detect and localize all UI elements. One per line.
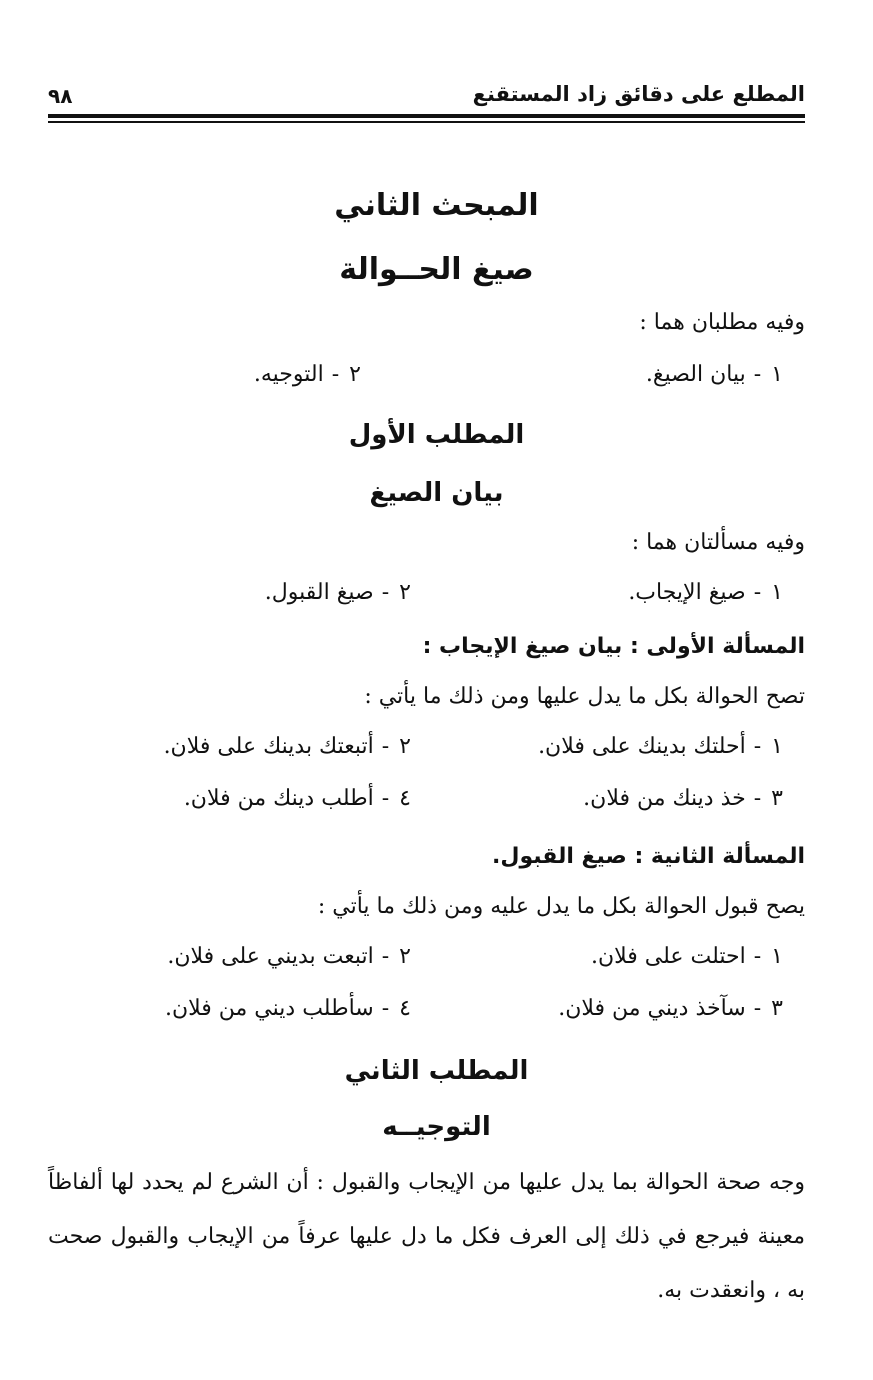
item-dash: - (381, 944, 390, 969)
list-item (165, 996, 411, 1021)
item-dash: - (753, 944, 762, 969)
item-dash: - (753, 786, 762, 811)
item-number: ١ (771, 580, 783, 605)
item-number: ١ (771, 734, 783, 759)
masala1-intro: تصح الحوالة بكل ما يدل عليها ومن ذلك ما يأتي : (364, 684, 805, 709)
list-item (538, 734, 783, 759)
section-title: المبحث الثاني (334, 188, 539, 223)
item-text: احتلت على فلان. (590, 944, 746, 969)
body-paragraph: وجه صحة الحوالة بما يدل عليها من الإيجاب والقبول : أن الشرع لم يحدد لها ألفاظاً معينة فيرجع في ذلك إلى العرف فكل ما دل عليها عرفاً من الإيجاب والقبول صحت به ، وانعقدت به. (48, 1170, 805, 1303)
item-dash: - (331, 362, 340, 387)
item-number: ٣ (771, 996, 783, 1021)
item-text: سأطلب ديني من فلان. (165, 996, 374, 1021)
item-number: ٢ (399, 734, 411, 759)
item-text: بيان الصيغ. (645, 362, 746, 387)
matlab2-title: المطلب الثاني (344, 1056, 529, 1086)
item-dash: - (381, 734, 390, 759)
matlab1-intro: وفيه مسألتان هما : (631, 530, 805, 555)
item-number: ٤ (399, 996, 411, 1021)
item-dash: - (753, 996, 762, 1021)
item-dash: - (753, 362, 762, 387)
list-item (265, 580, 411, 605)
list-item (558, 996, 783, 1021)
list-item (254, 362, 361, 387)
list-item (164, 734, 411, 759)
item-dash: - (381, 786, 390, 811)
item-text: أحلتك بدينك على فلان. (538, 734, 746, 759)
masala1-title: المسألة الأولى : بيان صيغ الإيجاب : (422, 634, 805, 659)
item-text: صيغ الإيجاب. (628, 580, 746, 605)
item-number: ١ (771, 362, 783, 387)
list-item (646, 362, 783, 387)
masala2-intro: يصح قبول الحوالة بكل ما يدل عليه ومن ذلك ما يأتي : (317, 894, 805, 919)
item-text: التوجيه. (253, 362, 324, 387)
list-item (628, 580, 783, 605)
matlab2-subtitle: التوجيــه (382, 1112, 491, 1142)
header-rule-thin (48, 121, 805, 123)
item-number: ١ (771, 944, 783, 969)
item-number: ٢ (349, 362, 361, 387)
list-item (583, 786, 783, 811)
section-intro: وفيه مطلبان هما : (639, 310, 805, 335)
page-number: ٩٨ (48, 84, 73, 108)
item-text: أطلب دينك من فلان. (183, 786, 374, 811)
item-text: أتبعتك بدينك على فلان. (163, 734, 374, 759)
section-subtitle: صيغ الحــوالة (339, 252, 534, 287)
item-text: خذ دينك من فلان. (583, 786, 746, 811)
masala2-title: المسألة الثانية : صيغ القبول. (492, 844, 805, 869)
item-dash: - (753, 580, 762, 605)
header-rule-thick (48, 114, 805, 118)
list-item (184, 786, 411, 811)
item-number: ٢ (399, 580, 411, 605)
running-header (48, 78, 805, 112)
item-text: صيغ القبول. (264, 580, 374, 605)
matlab1-subtitle: بيان الصيغ (369, 478, 504, 508)
matlab1-title: المطلب الأول (348, 420, 525, 450)
item-text: اتبعت بديني على فلان. (167, 944, 374, 969)
item-text: سآخذ ديني من فلان. (558, 996, 746, 1021)
item-number: ٣ (771, 786, 783, 811)
item-dash: - (381, 580, 390, 605)
item-number: ٤ (399, 786, 411, 811)
item-dash: - (381, 996, 390, 1021)
list-item (591, 944, 783, 969)
item-number: ٢ (399, 944, 411, 969)
book-title: المطلع على دقائق زاد المستقنع (472, 82, 805, 106)
list-item (167, 944, 411, 969)
item-dash: - (753, 734, 762, 759)
